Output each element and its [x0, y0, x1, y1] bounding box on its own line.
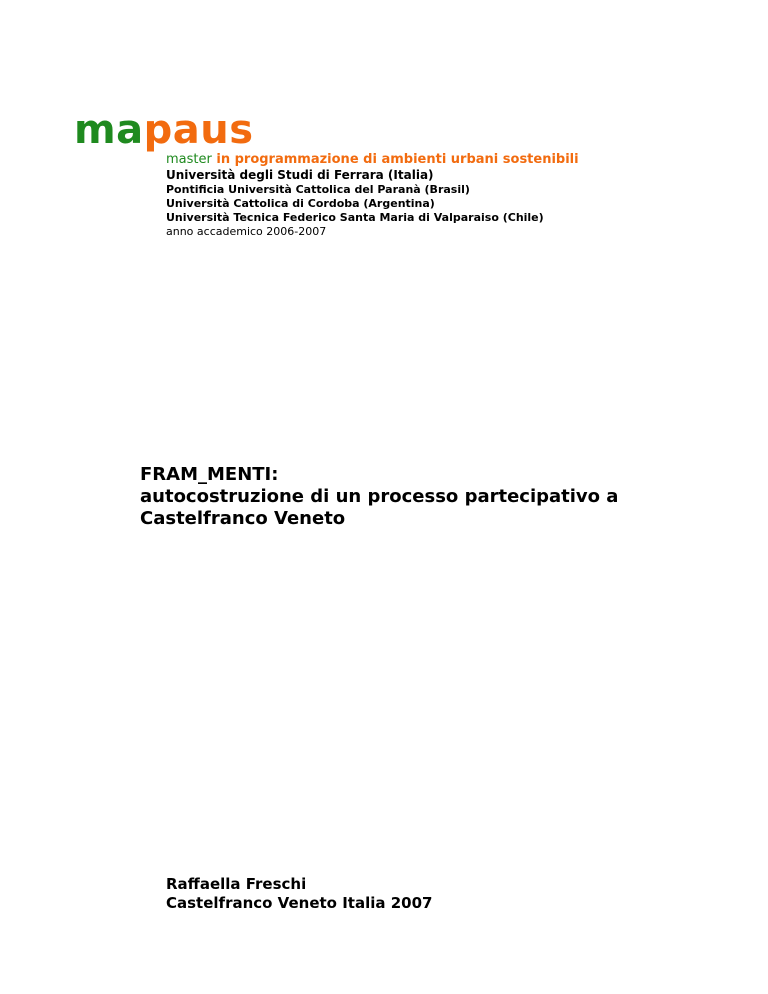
- document-title: [140, 464, 618, 530]
- academic-year: anno accademico 2006-2007: [166, 225, 327, 238]
- logo-part-paus: paus: [143, 107, 254, 153]
- partner-university: Università Tecnica Federico Santa Maria di Valparaiso (Chile): [166, 211, 544, 224]
- title-line: autocostruzione di un processo partecipativo a: [140, 486, 619, 507]
- main-university: Università degli Studi di Ferrara (Italia): [166, 168, 434, 182]
- mapaus-logo: [74, 106, 254, 154]
- title-line: Castelfranco Veneto: [140, 508, 346, 529]
- author-name: Raffaella Freschi: [166, 875, 307, 893]
- partner-university: Università Cattolica di Cordoba (Argentina): [166, 197, 435, 210]
- institution-header: [166, 152, 579, 239]
- subtitle-rest: in programmazione di ambienti urbani sostenibili: [211, 152, 579, 167]
- author-block: [166, 875, 432, 913]
- logo-part-ma: ma: [74, 107, 144, 153]
- master-subtitle: [166, 152, 579, 168]
- title-line: FRAM_MENTI:: [140, 464, 279, 485]
- author-place-year: Castelfranco Veneto Italia 2007: [166, 894, 433, 912]
- subtitle-prefix: master: [166, 152, 212, 167]
- partner-university: Pontificia Università Cattolica del Paranà (Brasil): [166, 183, 470, 196]
